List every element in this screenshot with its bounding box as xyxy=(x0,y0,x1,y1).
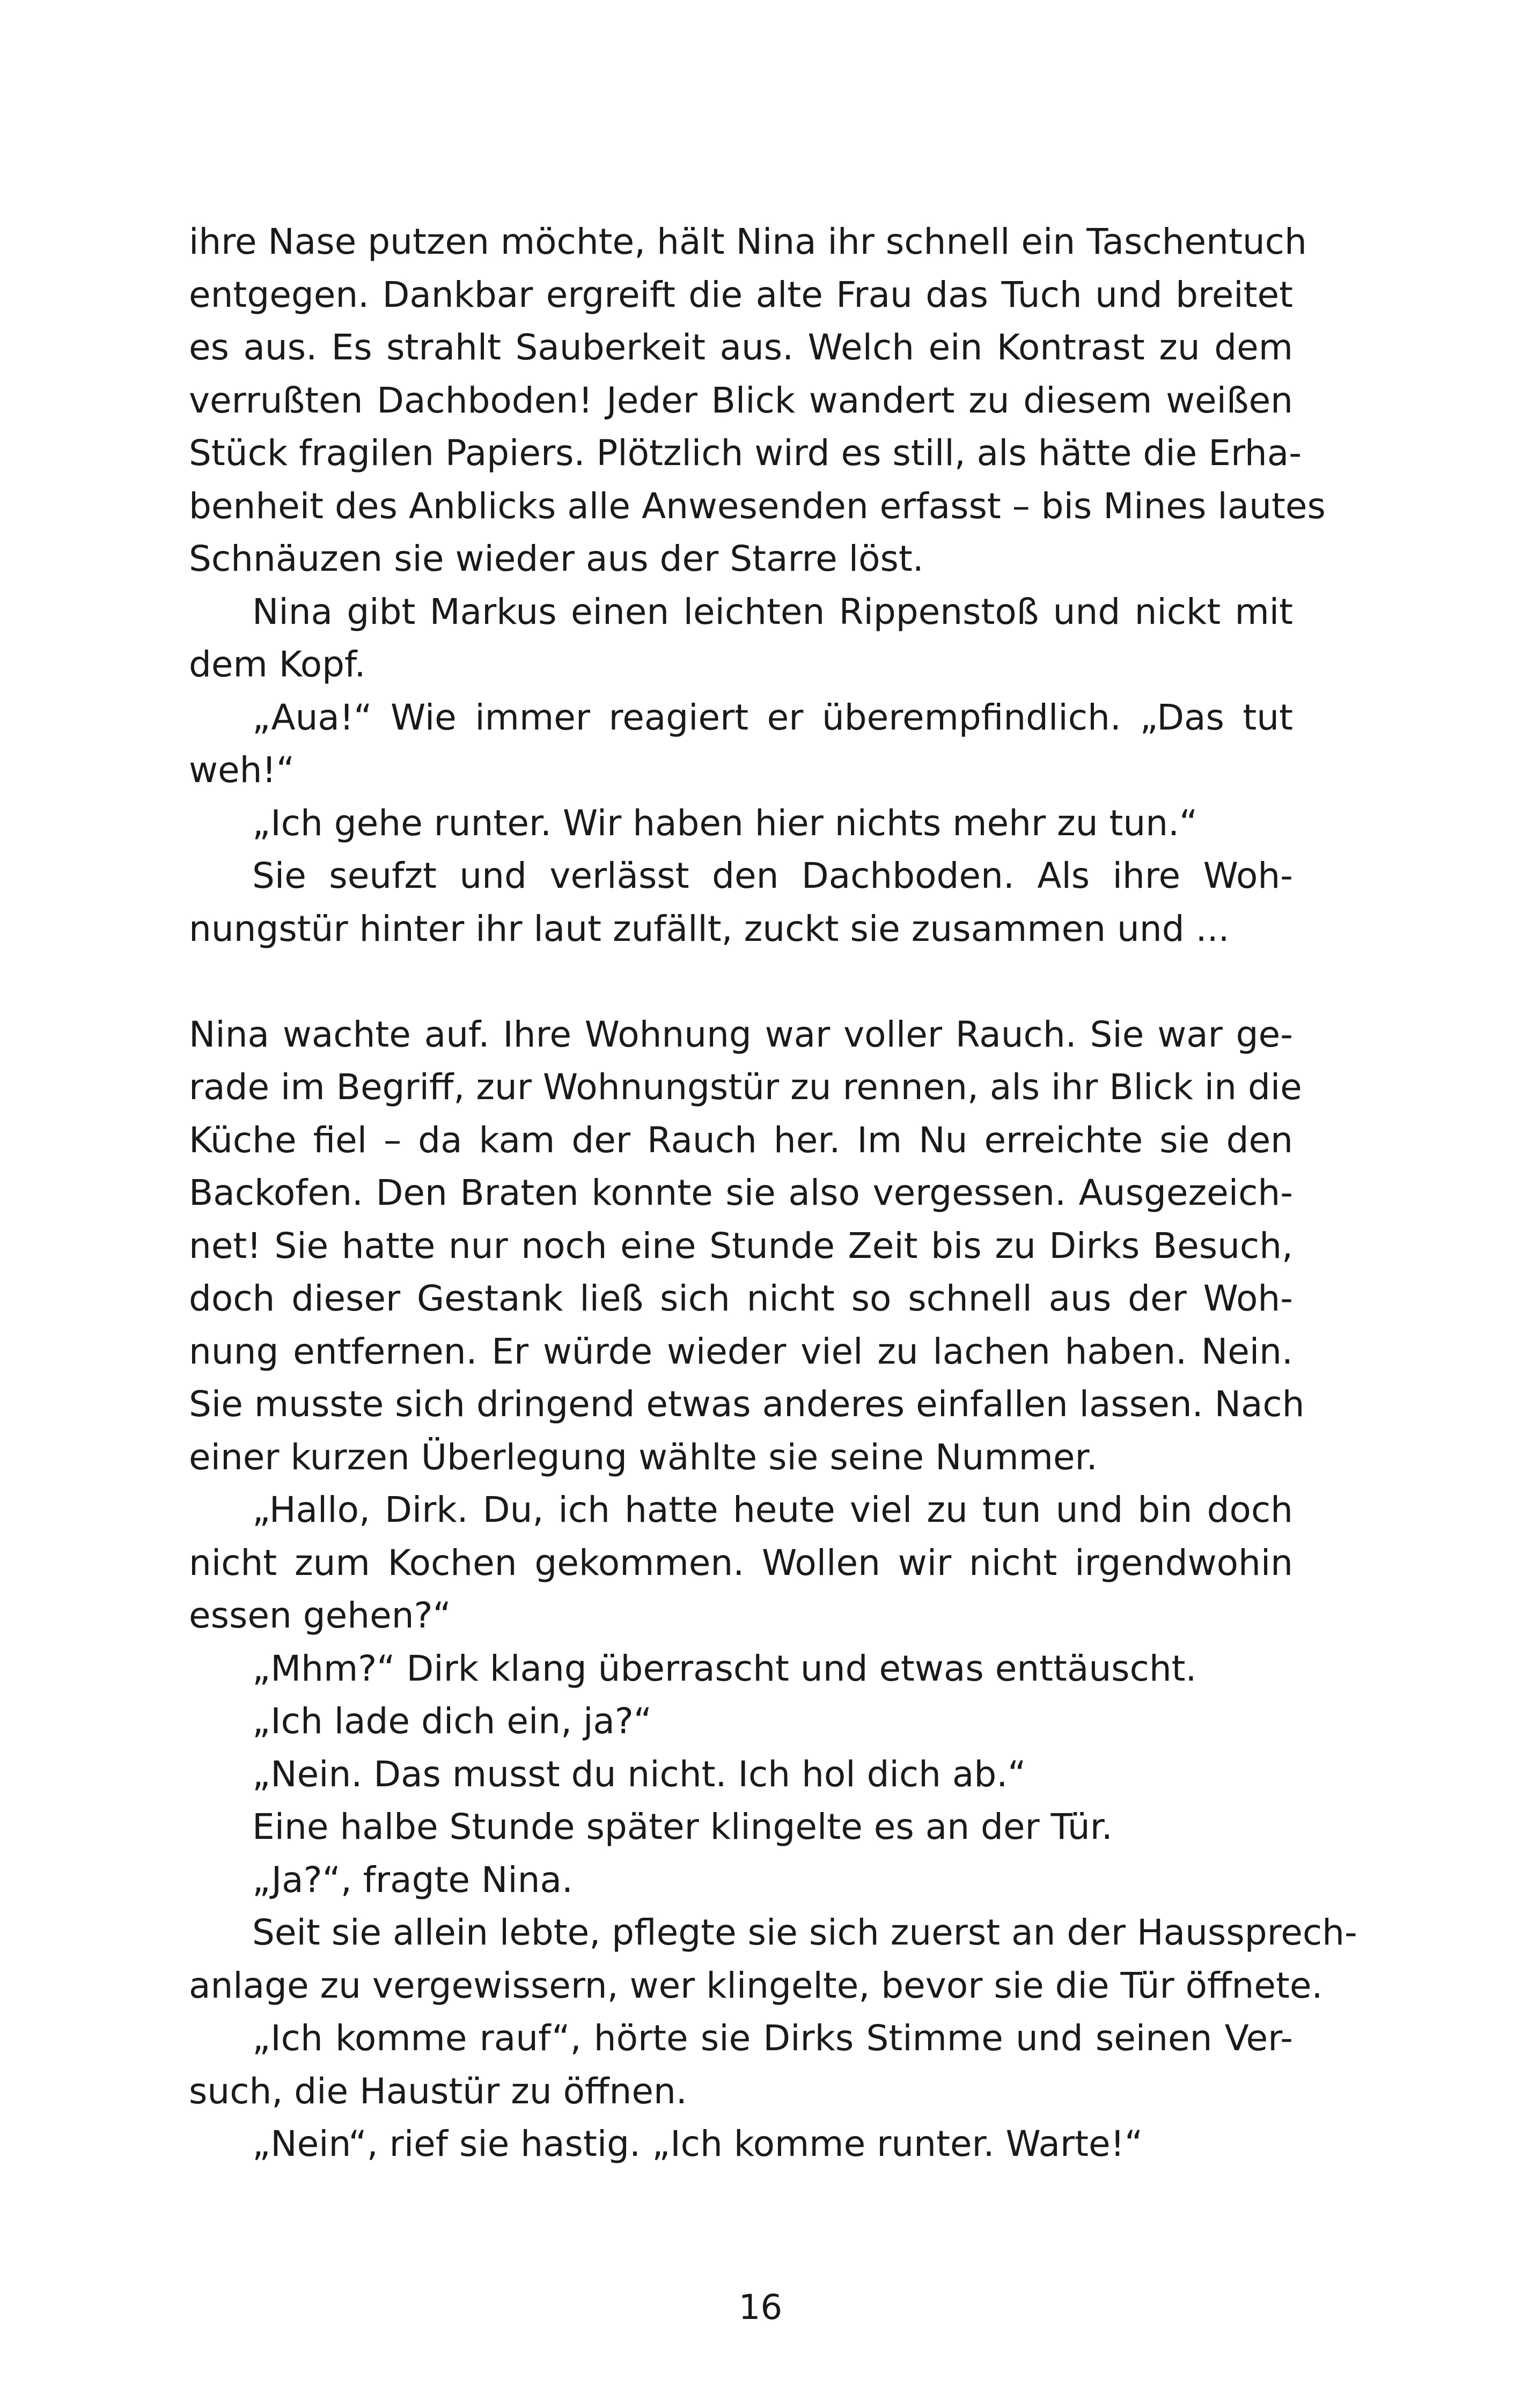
text-line: rade im Begriff, zur Wohnungstür zu rennen, als ihr Blick in die xyxy=(189,1066,1302,1108)
text-line: Stück fragilen Papiers. Plötzlich wird es still, als hätte die Erha- xyxy=(189,432,1302,474)
text-line: essen gehen?“ xyxy=(189,1595,451,1636)
text-line: „Mhm?“ Dirk klang überrascht und etwas enttäuscht. xyxy=(252,1647,1197,1689)
page-number: 16 xyxy=(738,2288,783,2328)
text-line: „Ich lade dich ein, ja?“ xyxy=(252,1700,652,1742)
text-line: benheit des Anblicks alle Anwesenden erfasst – bis Mines lautes xyxy=(189,485,1326,527)
text-line: dem Kopf. xyxy=(189,644,366,685)
text-line: „Hallo, Dirk. Du, ich hatte heute viel zu tun und bin doch xyxy=(252,1489,1293,1530)
text-line: Nina wachte auf. Ihre Wohnung war voller Rauch. Sie war ge- xyxy=(189,1013,1293,1055)
text-line: Sie seufzt und verlässt den Dachboden. Als ihre Woh- xyxy=(252,855,1293,896)
text-line: nicht zum Kochen gekommen. Wollen wir nicht irgendwohin xyxy=(189,1542,1293,1584)
text-line: anlage zu vergewissern, wer klingelte, bevor sie die Tür öffnete. xyxy=(189,1964,1323,2006)
text-line: „Nein“, rief sie hastig. „Ich komme runter. Warte!“ xyxy=(252,2123,1143,2164)
text-line: doch dieser Gestank ließ sich nicht so schnell aus der Woh- xyxy=(189,1278,1293,1319)
page-body-text xyxy=(189,216,1357,2171)
text-line: Sie musste sich dringend etwas anderes einfallen lassen. Nach xyxy=(189,1383,1305,1425)
text-line: weh!“ xyxy=(189,749,295,791)
text-line: nungstür hinter ihr laut zufällt, zuckt sie zusammen und ... xyxy=(189,908,1230,949)
text-line: „Aua!“ Wie immer reagiert er überempfindlich. „Das tut xyxy=(252,696,1293,738)
text-line: „Ich gehe runter. Wir haben hier nichts mehr zu tun.“ xyxy=(252,802,1198,844)
text-line: verrußten Dachboden! Jeder Blick wandert zu diesem weißen xyxy=(189,379,1293,421)
text-line: Schnäuzen sie wieder aus der Starre löst. xyxy=(189,538,924,579)
section-break xyxy=(189,955,1293,1008)
text-line: Backofen. Den Braten konnte sie also vergessen. Ausgezeich- xyxy=(189,1172,1293,1213)
text-line: es aus. Es strahlt Sauberkeit aus. Welch ein Kontrast zu dem xyxy=(189,327,1293,368)
text-line: nung entfernen. Er würde wieder viel zu lachen haben. Nein. xyxy=(189,1330,1293,1372)
text-line: Nina gibt Markus einen leichten Rippenstoß und nickt mit xyxy=(252,591,1293,632)
text-line: „Nein. Das musst du nicht. Ich hol dich ab.“ xyxy=(252,1753,1026,1795)
text-line: net! Sie hatte nur noch eine Stunde Zeit bis zu Dirks Besuch, xyxy=(189,1225,1293,1266)
text-line: Seit sie allein lebte, pflegte sie sich zuerst an der Haussprech- xyxy=(252,1912,1357,1953)
text-line: such, die Haustür zu öffnen. xyxy=(189,2070,687,2112)
text-line: „Ich komme rauf“, hörte sie Dirks Stimme und seinen Ver- xyxy=(252,2017,1293,2059)
text-line: ihre Nase putzen möchte, hält Nina ihr schnell ein Taschentuch xyxy=(189,221,1307,262)
text-line: „Ja?“, fragte Nina. xyxy=(252,1859,573,1901)
text-line: einer kurzen Überlegung wählte sie seine Nummer. xyxy=(189,1436,1098,1478)
text-line: Eine halbe Stunde später klingelte es an der Tür. xyxy=(252,1806,1113,1847)
text-line: entgegen. Dankbar ergreift die alte Frau das Tuch und breitet xyxy=(189,274,1293,315)
text-line: Küche fiel – da kam der Rauch her. Im Nu erreichte sie den xyxy=(189,1119,1293,1161)
